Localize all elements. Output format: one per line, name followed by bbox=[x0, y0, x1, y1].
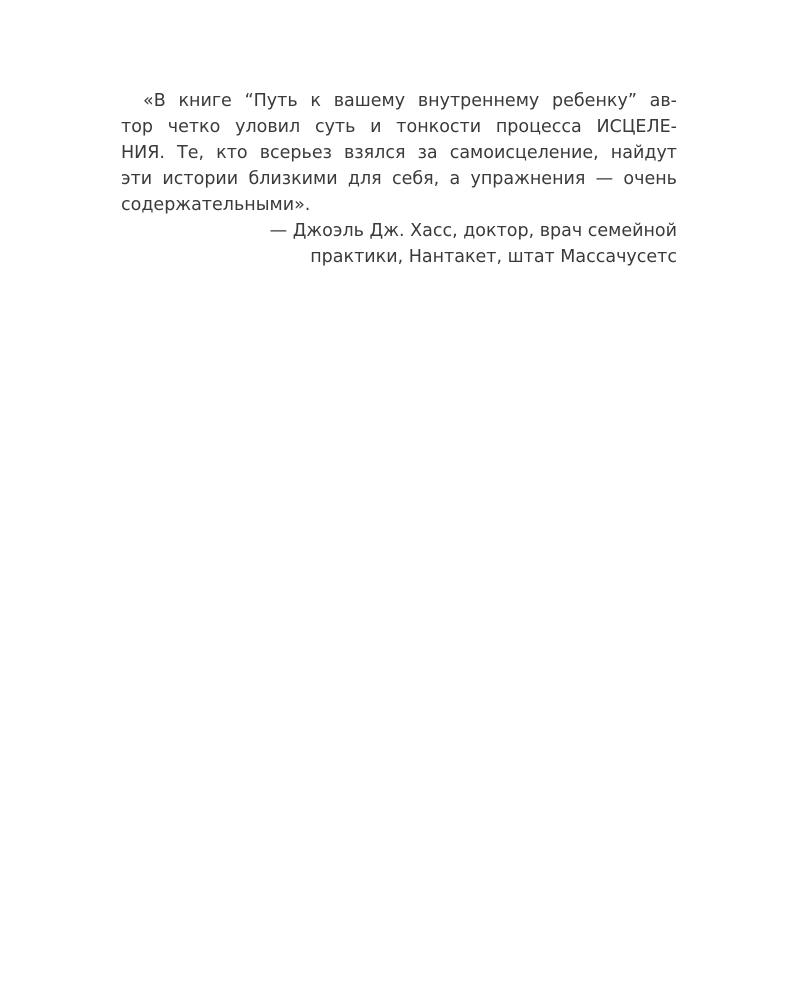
quote-line: эти истории близкими для себя, а упражнения — очень bbox=[121, 169, 677, 189]
quote-line: «В книге “Путь к вашему внутреннему ребенку” ав- bbox=[143, 91, 677, 111]
quote-line: содержательными». bbox=[121, 195, 311, 215]
epigraph-quote bbox=[121, 88, 677, 218]
attribution-line: практики, Нантакет, штат Массачусетс bbox=[310, 247, 677, 267]
attribution-line: — Джоэль Дж. Хасс, доктор, врач семейной bbox=[269, 221, 677, 241]
epigraph bbox=[121, 88, 677, 270]
epigraph-attribution bbox=[121, 218, 677, 270]
quote-line: тор четко уловил суть и тонкости процесса ИСЦЕЛЕ- bbox=[121, 117, 677, 137]
quote-line: НИЯ. Те, кто всерьез взялся за самоисцеление, найдут bbox=[121, 143, 677, 163]
